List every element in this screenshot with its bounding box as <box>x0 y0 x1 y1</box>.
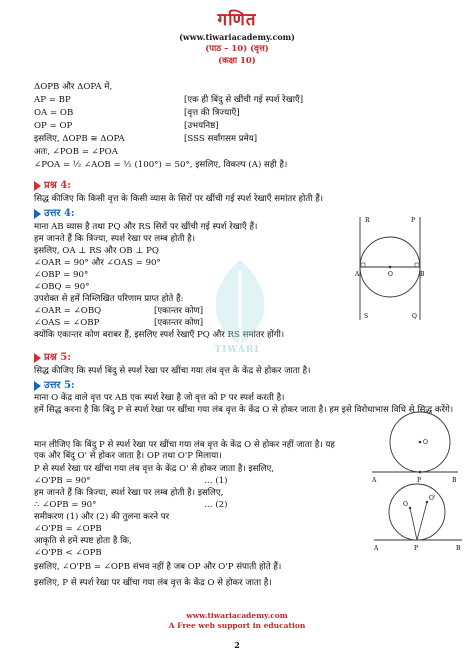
center-point <box>389 266 392 269</box>
answer-5-conclude-2: इसलिए, P से स्पर्श रेखा पर खींचा गया लंब वृत्त के केंद्र O से होकर जाता है। <box>34 578 272 588</box>
proof-reason: [एक ही बिंदु से खींची गई स्पर्श रेखाएँ] <box>184 95 304 105</box>
fig-label: B <box>420 271 425 278</box>
fig-label: P <box>411 217 416 224</box>
equation-3: ∠O'PB = ∠OPB <box>34 524 102 534</box>
equation-row <box>34 476 334 487</box>
proof-row <box>34 95 434 106</box>
subject-title: गणित <box>217 10 257 30</box>
footer-tagline: A Free web support in education <box>168 621 306 630</box>
answer-4-text-label: उत्तर 4: <box>44 208 75 219</box>
fig-label: B <box>452 477 457 484</box>
answer-5-text-label: उत्तर 5: <box>44 380 75 391</box>
answer-4-label <box>34 208 75 220</box>
chapter-label: (पाठ – 10) (वृत्त) <box>205 44 269 54</box>
answer-4-line: ∠OBQ = 90° <box>34 282 90 292</box>
fig-label: S <box>364 313 369 320</box>
alt-angle-row <box>34 318 334 329</box>
proof-thus: अतः, ∠POB = ∠POA <box>34 147 118 157</box>
figure-tangent-circle <box>370 402 460 488</box>
question-4-text-label: प्रश्न 4: <box>44 180 71 191</box>
question-5-text: सिद्ध कीजिए कि स्पर्श बिंदु से स्पर्श रेखा पर खींचा गया लंब वृत्त के केंद्र से होकर जाता है। <box>34 366 311 376</box>
proof-intro: ΔOPB और ΔOPA में, <box>34 82 113 92</box>
fig-label: O <box>388 271 393 278</box>
equation-1: ∠O'PB = 90° <box>34 476 91 486</box>
page-footer <box>0 611 474 631</box>
segment-op <box>410 508 417 540</box>
alt-eq: ∠OAS = ∠OBP <box>34 318 100 328</box>
equation-1-number: … (1) <box>204 476 228 486</box>
answer-5-know: हम जानते हैं कि त्रिज्या, स्पर्श रेखा पर लम्ब होती है। इसलिए, <box>34 488 224 498</box>
header-url[interactable]: (www.tiwariacademy.com) <box>179 32 295 42</box>
watermark-text: TIWARI <box>214 345 260 355</box>
alt-eq: ∠OAR = ∠OBQ <box>34 306 102 316</box>
answer-5-figure-note: आकृति से हमें स्पष्ट होता है कि, <box>34 536 132 546</box>
answer-5-p-line: P से स्पर्श रेखा पर खींचा गया लंब वृत्त के केंद्र O' से होकर जाता है। इसलिए, <box>34 464 274 474</box>
answer-5-assume: मान लीजिए कि बिंदु P से स्पर्श रेखा पर खींचा गया लंब वृत्त के केंद्र O से होकर नहीं जाता है। यह एक और बिंदु O' से होकर जाता है। OP तथा O'P मिलाया। <box>34 440 335 461</box>
proof-eq: OP = OP <box>34 121 73 131</box>
fig-label: O <box>423 439 428 446</box>
proof-eq: इसलिए, ΔOPB ≅ ΔOPA <box>34 134 125 144</box>
arrow-icon <box>34 181 41 191</box>
circle-shape <box>389 484 445 540</box>
leaf-watermark-icon <box>200 255 280 350</box>
answer-5-intro-2: हमें सिद्ध करना है कि बिंदु P से स्पर्श रेखा पर खींचा गया लंब वृत्त के केंद्र O से होकर जाता है। हम इसे विरोधाभास विधि से सिद्ध करेंगे। <box>34 405 454 415</box>
segment-o-prime-p <box>417 502 427 540</box>
question-5-text-label: प्रश्न 5: <box>44 352 71 363</box>
figure-parallel-tangents <box>355 212 425 324</box>
contact-point <box>419 471 422 474</box>
equation-2-number: … (2) <box>204 500 228 510</box>
question-4-label <box>34 180 71 192</box>
alt-reason: [एकान्तर कोण] <box>154 318 204 328</box>
alt-angle-row <box>34 306 334 317</box>
fig-label: O <box>403 501 408 508</box>
proof-eq: AP = BP <box>34 95 71 105</box>
proof-reason: [वृत्त की त्रिज्याएँ] <box>184 108 240 118</box>
equation-4: ∠O'PB < ∠OPB <box>34 548 102 558</box>
arrow-icon <box>34 381 41 391</box>
equation-row <box>34 500 334 511</box>
arrow-icon <box>34 353 41 363</box>
proof-row <box>34 108 434 119</box>
answer-5-conclude-1: इसलिए, ∠O'PB = ∠OPB संभव नहीं है जब OP और O'P संपाती होते हैं। <box>34 562 282 572</box>
question-5-label <box>34 352 71 364</box>
proof-reason: [SSS सर्वांगसम प्रमेय] <box>184 134 258 144</box>
fig-label: A <box>355 271 360 278</box>
answer-4-line: हम जानते हैं कि त्रिज्या, स्पर्श रेखा पर लम्ब होती है। <box>34 234 196 244</box>
fig-label: P <box>414 545 419 552</box>
class-label: (कक्षा 10) <box>218 56 256 66</box>
answer-5-compare: समीकरण (1) और (2) की तुलना करने पर <box>34 512 170 522</box>
right-angle-mark <box>415 263 419 267</box>
fig-label: A <box>374 545 379 552</box>
footer-url[interactable]: www.tiwariacademy.com <box>186 611 288 620</box>
page-number: 2 <box>234 640 240 650</box>
right-angle-mark <box>361 263 365 267</box>
answer-4-line: माना AB व्यास है तथा PQ और RS सिरों पर खींची गई स्पर्श रेखाएँ हैं। <box>34 222 258 232</box>
alt-reason: [एकान्तर कोण] <box>154 306 204 316</box>
answer-4-line: ∠OBP = 90° <box>34 270 89 280</box>
proof-eq: OA = OB <box>34 108 74 118</box>
answer-5-label <box>34 380 75 392</box>
fig-label: P <box>417 477 422 484</box>
page-header <box>0 10 474 67</box>
answer-4-line: उपरोक्त से हमें निम्लिखित परिणाम प्राप्त होते हैं: <box>34 294 184 304</box>
arrow-icon <box>34 209 41 219</box>
question-4-text: सिद्ध कीजिए कि किसी वृत्त के किसी व्यास के सिरों पर खींची गई स्पर्श रेखाएँ समांतर होती हैं। <box>34 194 324 204</box>
answer-4-line: ∠OAR = 90° और ∠OAS = 90° <box>34 258 161 268</box>
proof-row <box>34 134 434 145</box>
fig-label: O' <box>429 495 436 502</box>
answer-4-line: इसलिए, OA ⊥ RS और OB ⊥ PQ <box>34 246 159 256</box>
proof-final: ∠POA = ½ ∠AOB = ½ (100°) = 50°, इसलिए, विकल्प (A) सही है। <box>34 160 288 170</box>
fig-label: A <box>372 477 377 484</box>
equation-2: ∴ ∠OPB = 90° <box>34 500 97 510</box>
proof-row <box>34 121 434 132</box>
center-point <box>419 441 422 444</box>
fig-label: R <box>365 217 370 224</box>
proof-reason: [उभयनिष्ठ] <box>184 121 219 131</box>
answer-5-intro: माना O केंद्र वाले वृत्त पर AB एक स्पर्श रेखा है जो वृत्त को P पर स्पर्श करती है। <box>34 393 285 403</box>
fig-label: Q <box>412 313 417 320</box>
figure-contradiction <box>372 478 464 560</box>
center-point <box>409 507 411 509</box>
o-prime-point <box>426 501 428 503</box>
answer-4-conclusion: क्योंकि एकान्तर कोण बराबर हैं, इसलिए स्पर्श रेखाएँ PQ और RS समांतर होंगी। <box>34 330 285 340</box>
fig-label: B <box>456 545 461 552</box>
